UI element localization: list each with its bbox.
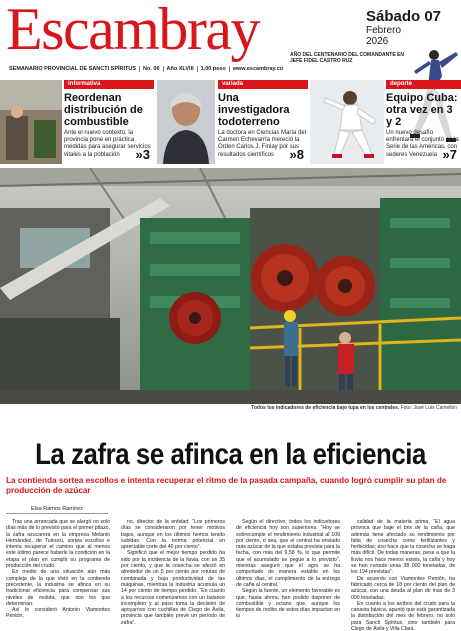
main-headline[interactable]: La zafra se afinca en la eficiencia: [35, 438, 426, 471]
teaser-researcher-image[interactable]: [157, 80, 215, 164]
article-column: [121, 519, 225, 626]
issue-price: 1.00 peso: [198, 66, 230, 72]
teaser-category: informativa: [64, 80, 154, 89]
article-paragraph: no, director de la entidad: “Los primeros días se consideraron por tener motivos bajos, aunque en los últimos hemos tenido subidas. Con la norma potencial en apreciable corte del 40 por ciento”.: [121, 519, 225, 551]
article-column: [6, 519, 110, 620]
teaser-baseball-image[interactable]: [310, 80, 384, 164]
article-paragraph: En cuanto a los arribos del crudo para la canasta básica, apuntó que está garantizada la distribución del mes de febrero, no solo para Sancti Spíritus, sino también para Ciego de Ávila y Villa Clara.: [351, 600, 455, 631]
teaser-fuel[interactable]: [64, 80, 154, 164]
teaser-page-ref[interactable]: »7: [442, 147, 457, 162]
issue-month: Febrero: [366, 25, 402, 36]
article-paragraph: Así lo consideró Antonio Viamontes Pentón,: [6, 607, 110, 620]
teaser-title[interactable]: Equipo Cuba: otra vez en 3 y 2: [386, 92, 458, 128]
teaser-baseball[interactable]: [386, 80, 461, 164]
issue-year: 2026: [366, 36, 389, 47]
issue-day: Sábado 07: [366, 8, 442, 25]
issue-date: [366, 8, 458, 47]
article-paragraph: De acuerdo con Viamontes Pentón, ha fabricado cerca de 18 por ciento del plan de azúcar, con una deuda al plan de más de 3 000 toneladas.: [351, 575, 455, 601]
centenary-tagline: AÑO DEL CENTENARIO DEL COMANDANTE EN JEFE FIDEL CASTRO RUZ: [290, 52, 404, 64]
article-byline: Elsa Ramos Ramírez: [6, 506, 108, 514]
article-body: [6, 519, 456, 629]
teaser-page-ref[interactable]: »8: [289, 147, 304, 162]
teaser-page-ref[interactable]: »3: [135, 147, 150, 162]
teaser-title[interactable]: Una investigadora todoterreno: [218, 92, 290, 128]
article-paragraph: Tras una arrancada que se alargó no solo días más de lo previsto para el primer pitazo, la zafra azucarera en la empresa Melanio Hernández, de Tuinucú, sortea escollos e intenta recuperar el camino que al menos este último parece haberle la condición en la etapa el plan en cumplir su programa de producción del crudo.: [6, 519, 110, 570]
teaser-category: variada: [218, 80, 308, 89]
teaser-summary: Un nuevo desafío enfrentará el conjunto en la Serie de las Américas, con sederes Venezuela: [386, 130, 459, 158]
teasers-row: [0, 80, 461, 164]
article-paragraph: Significó que el mejor tiempo perdido ha sido por la incidencia de la lluvia, con un 35 por ciento, y que la cosecha se afectó en alrededor de un 5 por ciento por roturas de combinada y baja productividad de las máquinas, mientras la industria acumula un 14 por ciento de tiempo perdido. “En cuanto a los recursos comenzamos con un balance incompleto y al paso toma la decisión de apoyarnos con cuchillas de Ciego de Ávila, provincia que también prevé un período de zafra”.: [121, 550, 225, 626]
article-paragraph: Según la fuente, un elemento favorable es que, hasta ahora, han podido disponer de combustible y octano que, aunque los tiempos de recibo de estos días impactan en la: [236, 588, 340, 620]
article-column: [236, 519, 340, 620]
teaser-title[interactable]: Reordenan distribución de combustible: [64, 92, 143, 128]
teaser-summary: La doctora en Ciencias María del Carmen Echevarría mereció la Orden Carlos J. Finlay por sus resultados científicos: [218, 130, 307, 158]
issue-number: No. 06: [140, 66, 164, 72]
article-paragraph: Según el directivo, todos los indicadores de eficiencia hoy son superiores. “Hoy se sobrecumple el rendimiento industrial al 109 por ciento, o sea, que el central ha enviado más azúcar de la que estaba prevista para la fecha, con más del 9,58 %, lo que permite que el acumulado se pegue a lo previsto”, mientras aseguró que el agro se ha comportado de manera estable en los últimos días, el cumplimiento de la entrega de caña al central.: [236, 519, 340, 588]
article-paragraph: En medio de una situación aún más compleja de la que vivió en la contienda precedente, la industria se afinca en su tradicional eficiencia para compensar sus niveles de molida, que son los que determinan.: [6, 569, 110, 607]
masthead: [0, 0, 461, 78]
masthead-subtitle: SEMANARIO PROVINCIAL DE SANCTI SPÍRITUS: [6, 66, 140, 72]
photo-credit: Foto: José Luis Camellón: [400, 405, 457, 411]
article-column: [351, 519, 455, 631]
teaser-fuel-image[interactable]: [0, 80, 62, 164]
newspaper-logo[interactable]: Escambray: [6, 0, 260, 62]
teaser-category: deporte: [386, 80, 461, 89]
issue-year-roman: Año XLVIII: [164, 66, 198, 72]
website-link[interactable]: www.escambray.cu: [232, 66, 284, 72]
article-paragraph: calidad de la materia prima. “El agua provoca que baje el brix de la caña, que además tiene afectado su rendimiento por falta de cosecha como fertilizantes y herbicidas; eso hace que la cosecha se haga más difícil. De todas maneras, pese a que la lluvia nos hace menos estrés, la caña y hoy se han cortado unas 38 000 toneladas, de los 194 previstas”.: [351, 519, 455, 576]
sugar-mill-photo[interactable]: [0, 168, 461, 404]
teaser-summary: Ante el nuevo contexto, la provincia pone en práctica medidas para asegurar servicios vitales a la población: [64, 130, 151, 158]
masthead-info-line: [6, 66, 296, 72]
photo-caption: [0, 405, 461, 411]
teaser-researcher[interactable]: [218, 80, 308, 164]
article-deck: La contienda sortea escollos e intenta recuperar el ritmo de la pasada campaña, cuando logró cumplir su plan de producción de azúcar: [6, 476, 447, 495]
caption-text: Todos los indicadores de eficiencia bajo lupa en los centrales.: [251, 405, 400, 411]
